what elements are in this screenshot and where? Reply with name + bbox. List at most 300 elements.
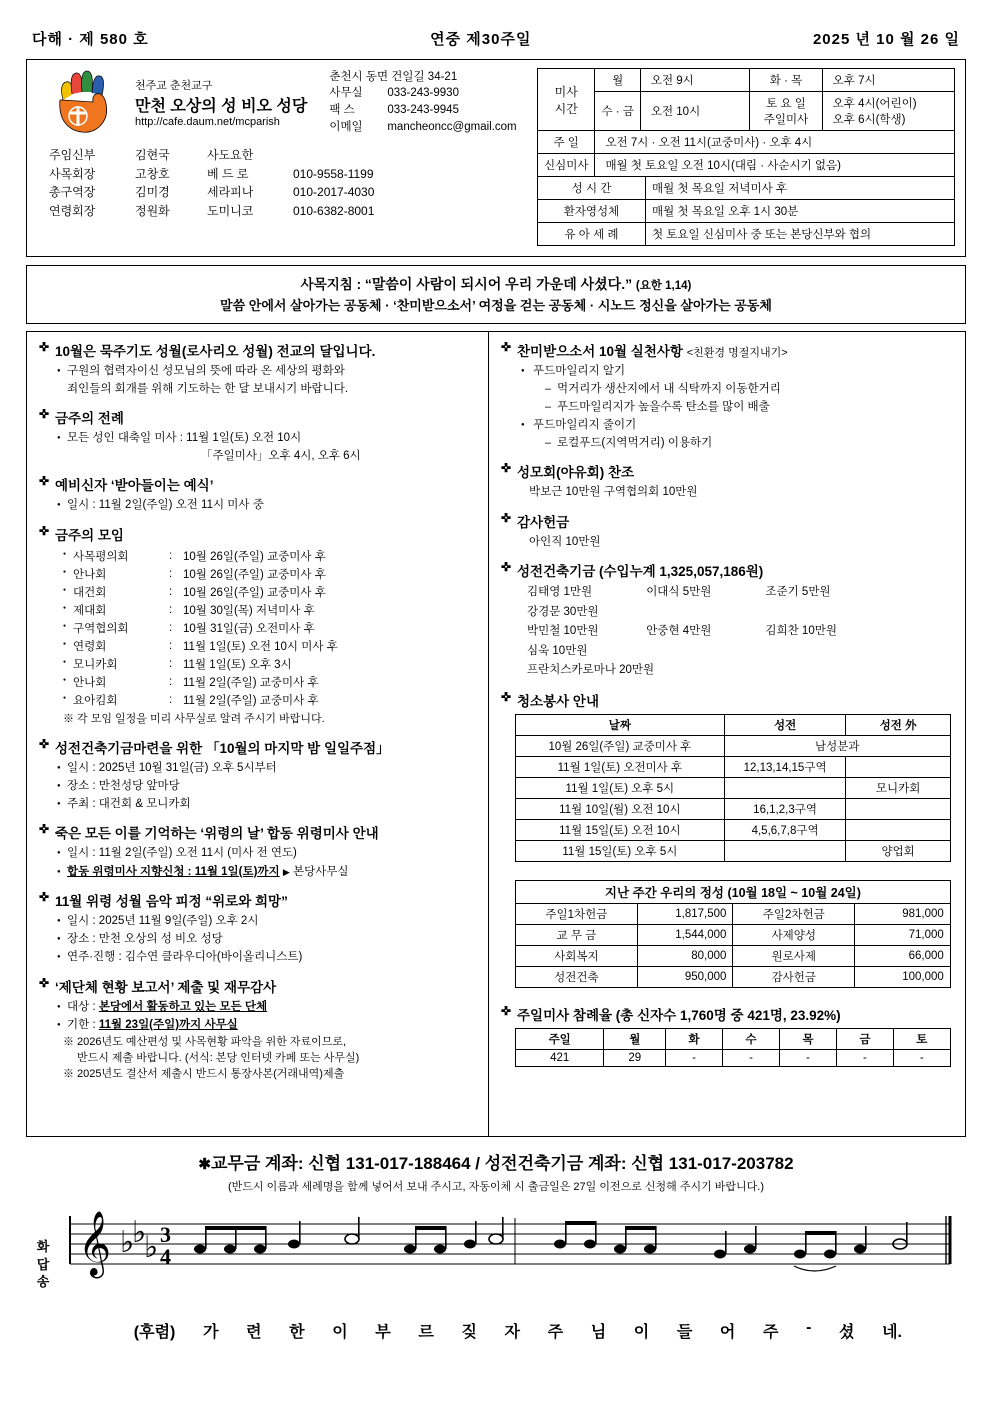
svg-text:𝄞: 𝄞 (78, 1211, 112, 1277)
colon: : (169, 675, 173, 688)
colon: : (169, 621, 173, 634)
issue-number: 다해 · 제 580 호 (32, 31, 149, 48)
deadline-text: 합동 위령미사 지향신청 : 11월 1일(토)까지 (67, 865, 280, 878)
bulletin-main (26, 331, 966, 1137)
section-fundraiser-pub (39, 737, 478, 814)
office-phone: 033-243-9930 (387, 87, 459, 100)
deadline-value: 11월 23일(주일)까지 사무실 (98, 1018, 238, 1031)
table-row (538, 92, 955, 131)
mass-time: 오전 9시 (640, 69, 749, 92)
lyric-syllable: 한 (289, 1324, 305, 1342)
table-row (538, 154, 955, 177)
cell-sanctuary: 12,13,14,15구역 (724, 756, 846, 777)
attendance-value: - (666, 1049, 723, 1066)
meeting-name: ● 안나회 (63, 673, 167, 691)
donor-row (527, 583, 955, 622)
account-note: (반드시 이름과 세례명을 함께 넣어서 보내 주시고, 자동이체 시 출금일은 27일 이전으로 신청해 주시기 바랍니다.) (227, 1181, 764, 1194)
section-title: ✜ 금주의 전례 (39, 407, 478, 427)
table-row (63, 655, 340, 673)
mass-day: 주 일 (538, 131, 595, 154)
table-row (45, 183, 378, 202)
table-row (516, 1028, 951, 1049)
staff-name: 정원화 (135, 203, 170, 218)
mass-time: 오전 7시 · 오전 11시(교중미사) · 오후 4시 (595, 131, 955, 154)
svg-text:♭: ♭ (120, 1225, 135, 1261)
section-weekly-liturgy (39, 407, 478, 466)
mass-day: 신심미사 (538, 154, 595, 177)
table-row (516, 945, 951, 966)
colon: : (169, 639, 173, 652)
offer-value: 1,544,000 (637, 924, 733, 945)
donor: 심욱 10만원 (527, 644, 588, 657)
motto-subline: 말씀 안에서 살아가는 공동체 · ‘찬미받으소서’ 여정을 걷는 공동체 · 시노드 정신을 살아가는 공동체 (220, 297, 772, 313)
mass-day (750, 92, 822, 131)
donor: 강경문 30만원 (527, 605, 599, 618)
table-row (538, 223, 955, 246)
donor: 안중현 4만원 (646, 625, 712, 638)
staff-name: 김현국 (135, 148, 170, 162)
staff-phone: 010-6382-8001 (293, 203, 375, 218)
attendance-value: 29 (604, 1049, 666, 1066)
list-item-text: 일시 : 11월 2일(주일) 오전 11시 (미사 전 연도) (67, 847, 297, 860)
offer-value: 66,000 (855, 945, 951, 966)
target-label: 대상 : (67, 1000, 99, 1013)
cleaning-table (515, 714, 951, 862)
psalm-label: 화 답 송 (36, 1239, 50, 1290)
bulletin-header (26, 28, 966, 59)
table-row (45, 165, 378, 184)
donor: 조준기 5만원 (765, 585, 831, 598)
list-item-text: 모든 성인 대축일 미사 : 11월 1일(토) 오전 10시 (67, 431, 302, 444)
section-cleaning-schedule (501, 690, 955, 862)
cell-date: 11월 1일(토) 오전미사 후 (516, 756, 725, 777)
motto-reference: (요한 1,14) (635, 280, 692, 292)
sunday-mass-note: 「주일미사」오후 4시, 오후 6시 (201, 450, 361, 463)
attendance-value: - (893, 1049, 950, 1066)
meeting-name: ● 연령회 (63, 637, 167, 655)
lyric-syllable: 르 (418, 1324, 434, 1342)
staff-phone (289, 146, 378, 165)
list-item-text: 주최 : 대건회 & 모니카회 (67, 798, 191, 811)
col-header: 토 (893, 1028, 950, 1049)
section-title: ✜ 주일미사 참례율 (총 신자수 1,760명 중 421명, 23.92%) (501, 1004, 955, 1024)
table-row (516, 966, 951, 987)
staff-phone: 010-2017-4030 (293, 185, 375, 200)
section-title: ✜ 10월은 묵주기도 성월(로사리오 성월) 전교의 달입니다. (39, 340, 478, 360)
list-item-text: 일시 : 2025년 10월 31일(금) 오후 5시부터 (67, 761, 277, 774)
table-row (63, 565, 340, 583)
donor-row (527, 622, 955, 661)
children-mass-time: 오후 4시(어린이) (832, 98, 917, 110)
meetings-table (63, 547, 340, 709)
table-row (516, 777, 951, 798)
section-laudato-si (501, 340, 955, 452)
list-item-text: 일시 : 2025년 11월 9일(주일) 오후 2시 (67, 914, 259, 927)
offering-title: 지난 주간 우리의 정성 (10월 18일 ~ 10월 24일) (516, 880, 951, 903)
issue-date: 2025 년 10 월 26 일 (812, 31, 960, 48)
donor: 박민철 10만원 (527, 625, 599, 638)
offering-line: 아인직 10만원 (529, 535, 601, 548)
offer-name: 주일1차헌금 (516, 903, 638, 924)
staff-name: 고창호 (135, 166, 170, 181)
extra-value: 매월 첫 목요일 오후 1시 30분 (646, 200, 955, 223)
meeting-time: 11월 2일(주일) 교중미사 후 (183, 676, 319, 689)
offer-name: 사제양성 (733, 924, 855, 945)
table-row (63, 601, 340, 619)
list-item (57, 845, 478, 862)
cell-sanctuary: 남성분과 (724, 735, 950, 756)
mass-time: 매월 첫 토요일 오전 10시(대림 · 사순시기 없음) (595, 154, 955, 177)
offering-table (515, 880, 951, 988)
asterisk-icon: ✱ (198, 1156, 211, 1174)
mass-schedule-block (537, 68, 955, 246)
donation-line: 박보근 10만원 구역협의회 10만원 (529, 486, 698, 499)
donor-list (501, 583, 955, 681)
staff-role: 총구역장 (49, 185, 96, 200)
liturgical-title: 연중 제30주일 (430, 31, 532, 48)
cell-outside: 양업회 (846, 840, 950, 861)
staff-role: 주임신부 (49, 148, 96, 162)
parish-info-box (26, 59, 966, 257)
lyric-syllable: (후렴) (133, 1324, 176, 1342)
lyric-syllable: 가 (202, 1324, 219, 1342)
parish-contact (329, 69, 516, 136)
section-title: ✜ 금주의 모임 (39, 524, 478, 544)
table-row (516, 880, 951, 903)
meeting-name: ● 모니카회 (63, 655, 167, 673)
list-item-text: 장소 : 만천 오상의 성 비오 성당 (67, 933, 223, 946)
section-group-report (39, 976, 478, 1083)
meeting-time: 10월 31일(금) 오전미사 후 (183, 622, 315, 635)
account-text: 교무금 계좌: 신협 131-017-188464 / 성전건축기금 계좌: 신협 131-017-203782 (211, 1154, 794, 1174)
offer-name: 감사헌금 (733, 966, 855, 987)
parish-name-block (135, 77, 307, 128)
parish-info-left (37, 68, 537, 246)
mass-day: 수 · 금 (595, 92, 640, 131)
section-title: ✜ 예비신자 ‘받아들이는 예식’ (39, 474, 478, 494)
attendance-table (515, 1028, 951, 1067)
fax-number: 033-243-9945 (387, 104, 459, 116)
offer-value: 950,000 (637, 966, 733, 987)
cell-outside (846, 798, 950, 819)
table-row (516, 840, 951, 861)
colon: : (169, 693, 173, 706)
col-header: 목 (779, 1028, 836, 1049)
table-row (63, 691, 340, 709)
extra-label: 성 시 간 (538, 177, 646, 200)
list-item (57, 999, 478, 1016)
list-item: – 먹거리가 생산지에서 내 식탁까지 이동한거리 (545, 381, 955, 399)
svg-text:4: 4 (160, 1244, 171, 1270)
saturday-label: 토 요 일 (766, 98, 806, 110)
cell-outside (846, 756, 950, 777)
section-weekly-offering (501, 880, 955, 988)
cell-date: 11월 15일(토) 오후 5시 (516, 840, 725, 861)
lyric-syllable: 주 (547, 1324, 564, 1342)
section-legion-donation (501, 461, 955, 501)
offer-name: 교 무 금 (516, 924, 638, 945)
table-row (516, 714, 951, 735)
section-building-fund (501, 560, 955, 681)
list-item: ● 합동 위령미사 지향신청 : 11월 1일(토)까지 ▶ 본당사무실 (57, 864, 478, 881)
attendance-value: - (836, 1049, 893, 1066)
table-row (516, 1049, 951, 1066)
offer-name: 성전건축 (516, 966, 638, 987)
col-header-sanctuary: 성전 (724, 714, 846, 735)
pastoral-motto (26, 265, 966, 324)
donor-row (527, 661, 955, 681)
email-label: 이메일 (329, 120, 363, 133)
offer-name: 사회복지 (516, 945, 638, 966)
mass-time: 오후 7시 (822, 69, 954, 92)
cell-sanctuary: 4,5,6,7,8구역 (724, 819, 846, 840)
staff-list (37, 146, 537, 220)
list-item (57, 796, 478, 813)
table-row (538, 69, 955, 92)
lyric-syllable: 네. (882, 1324, 902, 1342)
colon: : (169, 585, 173, 598)
extra-schedule-table (537, 176, 955, 246)
table-row (538, 200, 955, 223)
diocese-label: 천주교 춘천교구 (135, 79, 213, 92)
time-label: 시간 (554, 101, 578, 116)
group-head: 푸드마일리지 알기 (533, 365, 626, 378)
table-row (516, 819, 951, 840)
meeting-name: ● 구역협의회 (63, 619, 167, 637)
lyric-syllable: 셨 (839, 1324, 855, 1342)
list-item-text: 구원의 협력자이신 성모님의 뜻에 따라 온 세상의 평화와 (67, 365, 345, 378)
parish-title: 만천 오상의 성 비오 성당 (135, 97, 308, 115)
section-subtitle: <친환경 명절지내기> (686, 347, 788, 360)
offer-value: 80,000 (637, 945, 733, 966)
list-item (57, 778, 478, 795)
lyric-syllable: 주 (763, 1324, 779, 1342)
lyric-syllable: 어 (719, 1324, 736, 1342)
meeting-time: 10월 26일(주일) 교중미사 후 (183, 586, 326, 599)
music-staff (60, 1204, 966, 1342)
meeting-time: 10월 30일(목) 저녁미사 후 (183, 604, 315, 617)
table-row (63, 673, 340, 691)
cell-outside (846, 819, 950, 840)
section-title: ✜ 성전건축기금마련을 위한 「10월의 마지막 밤 일일주점」 (39, 737, 478, 757)
offer-value: 71,000 (855, 924, 951, 945)
section-title: ✜ ‘제단체 현황 보고서’ 제출 및 재무감사 (39, 976, 478, 996)
col-header: 월 (604, 1028, 666, 1049)
table-row (63, 547, 340, 565)
section-title: ✜ 청소봉사 안내 (501, 690, 955, 710)
cell-sanctuary: 16,1,2,3구역 (724, 798, 846, 819)
attendance-value: - (779, 1049, 836, 1066)
table-row (516, 798, 951, 819)
lyric-syllable: 들 (676, 1324, 693, 1342)
meeting-time: 10월 26일(주일) 교중미사 후 (183, 550, 326, 563)
staff-role: 연령회장 (49, 203, 96, 218)
mass-time: 오전 10시 (640, 92, 749, 131)
office-text: 본당사무실 (292, 865, 349, 878)
section-thanksgiving-offering (501, 511, 955, 551)
table-row (516, 735, 951, 756)
donor: 김태영 1만원 (527, 585, 593, 598)
meeting-name: ● 안나회 (63, 565, 167, 583)
meeting-name: ● 요아킴회 (63, 691, 167, 709)
target-value: 본당에서 활동하고 있는 모든 단체 (98, 1000, 268, 1013)
extra-value: 매월 첫 목요일 저녁미사 후 (646, 177, 955, 200)
table-row (516, 924, 951, 945)
list-item (57, 1017, 478, 1034)
lyric-syllable: 자 (504, 1324, 520, 1342)
lyric-syllable: 련 (246, 1324, 262, 1342)
section-title: ✜ 감사헌금 (501, 511, 955, 531)
table-row (45, 202, 378, 221)
list-item-text: 죄인들의 회개를 위해 기도하는 한 달 보내시기 바랍니다. (67, 382, 349, 395)
section-title: 찬미받으소서 10월 실천사항 (517, 344, 683, 360)
list-item (57, 497, 478, 514)
donor: 김희찬 10만원 (765, 625, 837, 638)
mass-time (822, 92, 954, 131)
svg-text:♭: ♭ (132, 1215, 147, 1251)
staff-name: 김미경 (135, 185, 170, 200)
offer-name: 원로사제 (733, 945, 855, 966)
list-item: – 로컬푸드(지역먹거리) 이용하기 (545, 435, 955, 453)
list-item (521, 363, 955, 416)
meeting-name: ● 사목평의회 (63, 547, 167, 565)
section-catechumen-rite (39, 474, 478, 514)
parish-url[interactable]: http://cafe.daum.net/mcparish (135, 115, 280, 128)
fax-label: 팩 스 (329, 104, 355, 116)
list-item (57, 363, 478, 398)
group-head: 푸드마일리지 줄이기 (533, 418, 637, 431)
mass-day: 화 · 목 (750, 69, 822, 92)
extra-value: 첫 토요일 신심미사 중 또는 본당신부와 협의 (646, 223, 955, 246)
colon: : (169, 657, 173, 670)
motto-quote: “말씀이 사람이 되시어 우리 가운데 사셨다.” (364, 276, 633, 292)
table-row (63, 619, 340, 637)
table-row (63, 583, 340, 601)
lyric-syllable: 부 (375, 1324, 391, 1342)
meeting-time: 11월 1일(토) 오전 10시 미사 후 (183, 640, 338, 653)
section-all-souls-mass (39, 822, 478, 881)
col-header: 화 (666, 1028, 723, 1049)
colon: : (169, 549, 173, 562)
section-attendance (501, 1004, 955, 1067)
cell-date: 11월 15일(토) 오전 10시 (516, 819, 725, 840)
cell-date: 10월 26일(주일) 교중미사 후 (516, 735, 725, 756)
cell-sanctuary (724, 840, 846, 861)
report-note-1: ※ 2026년도 예산편성 및 사목현황 파악을 위한 자료이므로, (63, 1036, 347, 1049)
section-title: ✜ 성모회(야유회) 찬조 (501, 461, 955, 481)
list-item (57, 430, 478, 447)
parish-address: 춘천시 동면 건일길 34-21 (329, 70, 458, 83)
lyric-syllable: 이 (633, 1324, 650, 1342)
offer-value: 100,000 (855, 966, 951, 987)
responsorial-psalm-music (26, 1204, 966, 1342)
table-row (538, 131, 955, 154)
section-title: ✜ 11월 위령 성월 음악 피정 “위로와 희망” (39, 890, 478, 910)
extra-label: 유 아 세 례 (538, 223, 646, 246)
meeting-time: 11월 1일(토) 오후 3시 (183, 658, 292, 671)
lyrics-line (60, 1319, 966, 1342)
meeting-time: 11월 2일(주일) 교중미사 후 (183, 694, 319, 707)
list-item (57, 931, 478, 948)
colon: : (169, 567, 173, 580)
section-title: ✜ 성전건축기금 (수입누계 1,325,057,186원) (501, 560, 955, 580)
mass-schedule-table (537, 68, 955, 177)
sunday-mass-label: 주일미사 (763, 114, 809, 126)
bank-account-line (26, 1149, 966, 1174)
attendance-value: 421 (516, 1049, 604, 1066)
offer-value: 981,000 (855, 903, 951, 924)
cell-date: 11월 1일(토) 오후 5시 (516, 777, 725, 798)
email-address: mancheoncc@gmail.com (387, 120, 517, 133)
mass-day: 월 (595, 69, 640, 92)
donor: 프란치스카로마나 20만원 (527, 664, 655, 677)
list-item-text: 장소 : 만천성당 앞마당 (67, 779, 180, 792)
staff-saint: 사도요한 (207, 148, 254, 162)
section-weekly-meetings (39, 524, 478, 728)
office-label: 사무실 (329, 87, 363, 100)
staff-saint: 도미니코 (207, 203, 254, 218)
meeting-name: ● 제대회 (63, 601, 167, 619)
staff-phone: 010-9558-1199 (293, 166, 374, 181)
mass-label: 미사 (554, 84, 578, 99)
offer-value: 1,817,500 (637, 903, 733, 924)
table-row (516, 756, 951, 777)
col-header-date: 날짜 (516, 714, 725, 735)
table-row (538, 177, 955, 200)
left-column (27, 332, 489, 1136)
table-row (45, 146, 378, 165)
table-row (516, 903, 951, 924)
staff-role: 사목회장 (49, 166, 96, 181)
section-november-concert (39, 890, 478, 967)
list-item (57, 913, 478, 930)
list-item (57, 760, 478, 777)
parish-logo-icon (53, 70, 123, 136)
svg-text:3: 3 (160, 1222, 171, 1248)
meetings-note: ※ 각 모임 일정을 미리 사무실로 알려 주시기 바랍니다. (63, 712, 325, 725)
report-note-1b: 반드시 제출 바랍니다. (서식: 본당 인터넷 카페 또는 사무실) (77, 1052, 360, 1065)
list-item (57, 949, 478, 966)
col-header-outside: 성전 外 (846, 714, 950, 735)
donor: 이대식 5만원 (646, 585, 712, 598)
deadline-label: 기한 : (67, 1018, 99, 1031)
extra-label: 환자영성체 (538, 200, 646, 223)
cell-sanctuary (724, 777, 846, 798)
student-mass-time: 오후 6시(학생) (832, 114, 906, 126)
attendance-value: - (723, 1049, 780, 1066)
list-item-text: 일시 : 11월 2일(주일) 오전 11시 미사 중 (67, 499, 264, 512)
staff-saint: 세라피나 (207, 185, 254, 200)
lyric-syllable: 이 (332, 1324, 348, 1342)
col-header: 수 (723, 1028, 780, 1049)
list-item-text: 연주·진행 : 김수연 클라우디아(바이올리니스트) (67, 951, 303, 964)
motto-label: 사목지침 : (300, 277, 362, 292)
section-title: ✜ 죽은 모든 이를 기억하는 ‘위령의 날’ 합동 위령미사 안내 (39, 822, 478, 842)
meeting-time: 10월 26일(주일) 교중미사 후 (183, 568, 326, 581)
list-item: – 푸드마일리지가 높을수록 탄소를 많이 배출 (545, 399, 955, 417)
staff-saint: 베 드 로 (207, 166, 249, 181)
svg-text:♭: ♭ (144, 1230, 159, 1266)
list-item (521, 417, 955, 453)
lyric-syllable: 님 (590, 1324, 607, 1342)
meeting-name: ● 대건회 (63, 583, 167, 601)
cell-date: 11월 10일(월) 오전 10시 (516, 798, 725, 819)
cell-outside: 모니카회 (846, 777, 950, 798)
col-header: 주일 (516, 1028, 604, 1049)
section-rosary-month (39, 340, 478, 398)
colon: : (169, 603, 173, 616)
lyric-syllable: 짖 (461, 1324, 477, 1342)
